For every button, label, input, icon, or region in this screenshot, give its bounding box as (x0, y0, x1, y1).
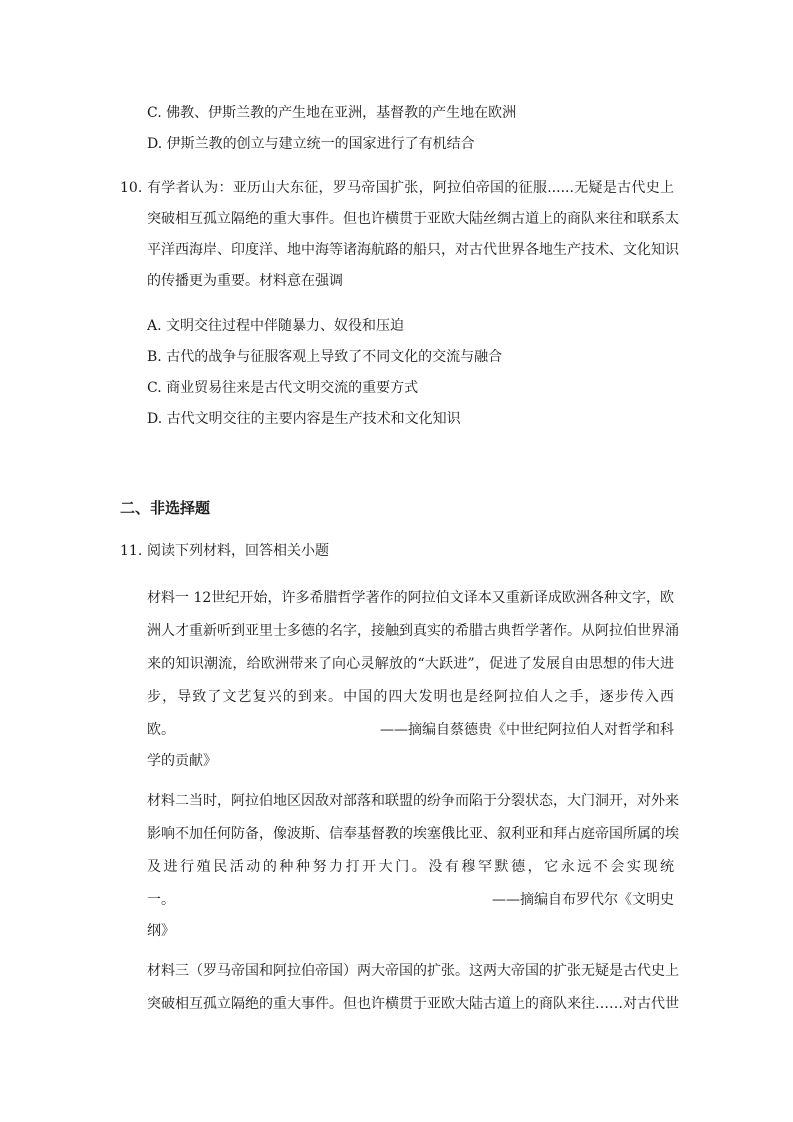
material2-source: ——摘编自布罗代尔《文明史 (492, 892, 674, 908)
q10-option-b: B. 古代的战争与征服客观上导致了不同文化的交流与融合 (147, 349, 503, 365)
q11-stem: 阅读下列材料，回答相关小题 (147, 543, 329, 559)
q10-option-c: C. 商业贸易往来是古代文明交流的重要方式 (147, 380, 419, 396)
material2-source-cont: 纲》 (147, 923, 175, 939)
q10-stem-line-2: 突破相互孤立隔绝的重大事件。但也许横贯于亚欧大陆丝绸古道上的商队来往和联系太 (147, 211, 679, 227)
material2-line-1: 材料二当时，阿拉伯地区因敌对部落和联盟的纷争而陷于分裂状态，大门洞开，对外来 (147, 793, 679, 809)
q10-option-a: A. 文明交往过程中伴随暴力、奴役和压迫 (147, 318, 405, 334)
q10-stem-line-1: 有学者认为：亚历山大东征，罗马帝国扩张，阿拉伯帝国的征服......无疑是古代史上 (147, 180, 674, 196)
material3-line-2: 突破相互孤立隔绝的重大事件。但也许横贯于亚欧大陆古道上的商队来往……对古代世 (147, 996, 679, 1012)
material2-line-4: 一。 (147, 892, 175, 908)
material1-source: ——摘编自蔡德贵《中世纪阿拉伯人对哲学和科 (380, 722, 674, 738)
q9-option-c: C. 佛教、伊斯兰教的产生地在亚洲，基督教的产生地在欧洲 (147, 105, 517, 121)
section-heading: 二、非选择题 (120, 499, 211, 517)
material1-line-3: 来的知识潮流，给欧洲带来了向心灵解放的“大跃进”，促进了发展自由思想的伟大进 (147, 656, 674, 672)
material2-line-2: 影响不加任何防备，像波斯、信奉基督教的埃塞俄比亚、叙利亚和拜占庭帝国所属的埃 (147, 826, 679, 842)
material2-line-3: 及进行殖民活动的种种努力打开大门。没有穆罕默德，它永远不会实现统 (147, 859, 674, 875)
q10-option-d: D. 古代文明交往的主要内容是生产技术和文化知识 (147, 411, 461, 427)
material1-line-2: 洲人才重新听到亚里士多德的名字，接触到真实的希腊古典哲学著作。从阿拉伯世界涌 (147, 623, 679, 639)
material3-line-1: 材料三（罗马帝国和阿拉伯帝国）两大帝国的扩张。这两大帝国的扩张无疑是古代史上 (147, 963, 679, 979)
material1-line-1: 材料一 12世纪开始，许多希腊哲学著作的阿拉伯文译本又重新译成欧洲各种文字，欧 (147, 590, 674, 606)
material1-source-cont: 学的贡献》 (147, 753, 217, 769)
q10-stem-line-3: 平洋西海岸、印度洋、地中海等诸海航路的船只，对古代世界各地生产技术、文化知识 (147, 242, 679, 258)
material1-line-4: 步，导致了文艺复兴的到来。中国的四大发明也是经阿拉伯人之手，逐步传入西 (147, 689, 674, 705)
q10-number: 10. (120, 180, 143, 196)
q11-number: 11. (120, 543, 143, 559)
material1-line-5: 欧。 (147, 722, 175, 738)
q9-option-d: D. 伊斯兰教的创立与建立统一的国家进行了有机结合 (147, 136, 475, 152)
q10-stem-line-4: 的传播更为重要。材料意在强调 (147, 273, 343, 289)
